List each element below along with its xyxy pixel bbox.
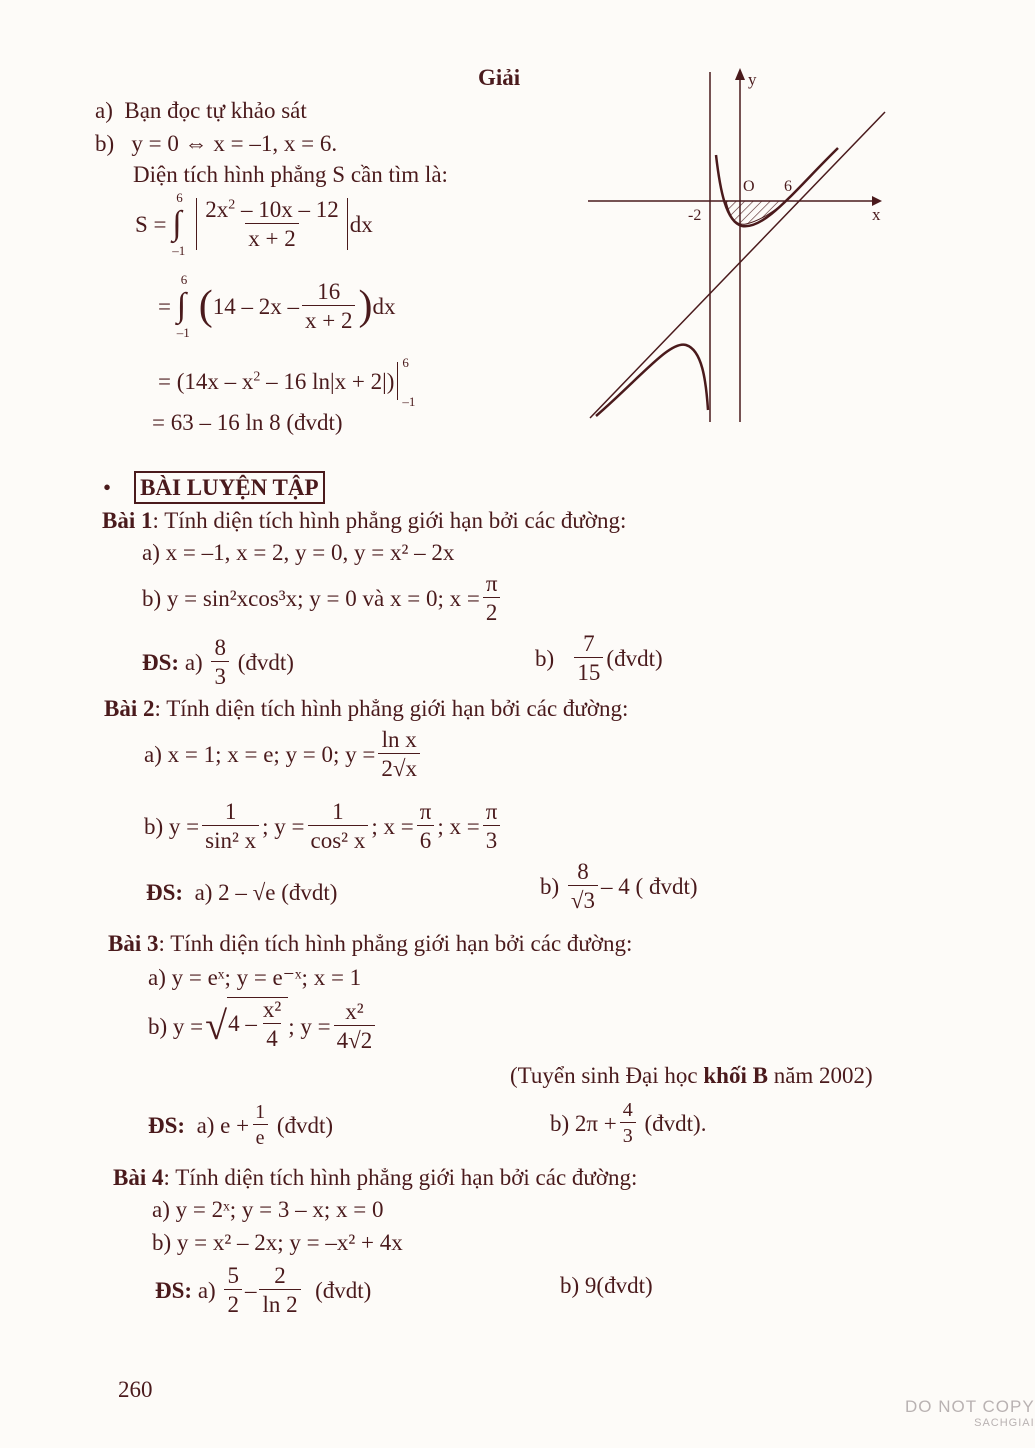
answer-a-label: a) — [184, 649, 203, 675]
integral-line-3: = ($14x - x^2 - 16$ ln|x + 2|) 6 –1 — [158, 355, 416, 409]
answer-unit: (đvdt) — [237, 649, 294, 675]
frac-den: e — [253, 1124, 268, 1148]
answer-b-label: b) — [535, 645, 555, 671]
frac-num: ln x — [381, 727, 417, 752]
source-bold: khối B — [703, 1063, 768, 1088]
oblique-asymptote — [590, 112, 885, 418]
y-axis-arrow — [735, 68, 745, 80]
exercise-2-a-text: a) x = 1; x = e; y = 0; y = — [144, 741, 376, 767]
exercise-4-answer-b: b) 9(đvdt) — [560, 1273, 653, 1298]
exercise-3-prompt-text: : Tính diện tích hình phẳng giới hạn bởi các đường: — [158, 931, 633, 956]
exercise-4-prompt-text: : Tính diện tích hình phẳng giới hạn bởi các đường: — [163, 1165, 638, 1190]
frac-den: 2 — [224, 1289, 242, 1316]
separator: ; x = — [371, 813, 414, 839]
answer-a-text: a) 2 – √e (đvdt) — [194, 880, 338, 905]
answer-label: ĐS: — [142, 649, 180, 675]
frac-num: π — [419, 799, 432, 824]
exercise-4-label: Bài 4 — [113, 1165, 164, 1190]
answer-b-tail: – 4 ( đvdt) — [601, 873, 698, 899]
exercise-3-answer-b — [550, 1100, 706, 1146]
exercise-2-label: Bài 2 — [104, 696, 155, 721]
frac-num: x² — [262, 996, 282, 1022]
exercise-4-answer — [155, 1264, 371, 1316]
frac-den: 4√2 — [334, 1025, 376, 1052]
answer-label: ĐS: — [155, 1277, 193, 1303]
bullet-icon: • — [103, 475, 112, 500]
watermark — [905, 1398, 1035, 1429]
frac-num: 1 — [224, 799, 237, 824]
frac-den: 6 — [417, 825, 435, 852]
exercise-2-answer-b — [540, 860, 698, 912]
answer-unit: (đvdt) — [276, 1112, 334, 1138]
frac-num: π — [485, 799, 498, 824]
frac-den: cos² x — [308, 825, 369, 852]
exercise-3-source — [510, 1064, 873, 1087]
minus-sign: – — [244, 1277, 257, 1303]
exercise-1-answer — [142, 636, 294, 688]
integral-result: = 63 – 16 ln 8 (đvdt) — [152, 410, 343, 435]
exercise-1-b-text: b) y = sin²xcos³x; y = 0 và x = 0; x = — [142, 585, 480, 611]
exercise-2-b — [144, 800, 503, 852]
exercise-1-label: Bài 1 — [102, 508, 153, 533]
solution-b — [95, 132, 337, 155]
frac-den: 2√x — [378, 753, 420, 780]
source-post: năm 2002) — [773, 1063, 873, 1088]
page-number: 260 — [118, 1377, 153, 1402]
label-b: b) — [95, 131, 115, 156]
answer-a-label: a) — [197, 1277, 216, 1303]
frac-den: √3 — [568, 885, 598, 912]
exercise-3-a: a) y = eˣ; y = e⁻ˣ; x = 1 — [148, 965, 362, 990]
frac-num: 1 — [255, 1101, 266, 1123]
answer-b-label: b) — [540, 873, 560, 899]
exercise-2-answer — [146, 881, 337, 904]
answer-unit: (đvdt). — [644, 1110, 707, 1136]
answer-unit: (đvdt) — [606, 645, 663, 671]
practice-heading — [103, 476, 325, 499]
solution-title: Giải — [478, 65, 521, 90]
frac-num: 4 — [622, 1099, 633, 1121]
frac-num: 2 — [274, 1263, 286, 1288]
frac-num: 8 — [214, 635, 226, 660]
function-graph — [580, 60, 900, 430]
exercise-1-prompt-text: : Tính diện tích hình phẳng giới hạn bởi các đường: — [152, 508, 627, 533]
exercise-3-answer — [148, 1102, 333, 1148]
exercise-3-label: Bài 3 — [108, 931, 159, 956]
answer-label: ĐS: — [148, 1112, 186, 1138]
exercise-3-prompt — [108, 932, 632, 955]
integral-line-1: S = ∫ 6 –1 $\frac{2x^2 - 10x - 12}{x + 2}$ dx — [135, 190, 373, 258]
source-pre: (Tuyển sinh Đại học — [510, 1063, 698, 1088]
integral-sign: ∫ 6 –1 — [176, 272, 190, 340]
frac-num: 1 — [332, 799, 344, 824]
integral-line-2: = ∫ 6 –1 ( 14 – 2x – $\frac{16}{x + 2}$ ) dx — [158, 272, 396, 340]
frac-den: sin² x — [202, 825, 259, 852]
frac-num: 8 — [577, 859, 589, 884]
exercise-1-prompt — [102, 509, 626, 532]
label-a: a) — [95, 98, 113, 123]
exercise-4-b: b) y = x² – 2x; y = –x² + 4x — [152, 1230, 403, 1255]
area-intro: Diện tích hình phẳng S cần tìm là: — [133, 162, 448, 187]
exercise-2-prompt-text: : Tính diện tích hình phẳng giới hạn bởi các đường: — [154, 696, 629, 721]
sqrt-lead: 4 – — [228, 1011, 257, 1036]
solution-b-text: y = 0 ⇔ x = –1, x = 6. — [131, 131, 338, 156]
frac-den: 3 — [211, 661, 229, 688]
frac-den: 3 — [620, 1122, 636, 1146]
frac-den: 3 — [483, 825, 501, 852]
frac-den: ln 2 — [259, 1289, 300, 1316]
separator: ; y = — [288, 1013, 331, 1039]
exercise-4-prompt — [113, 1166, 637, 1189]
exercise-4-a: a) y = 2ˣ; y = 3 – x; x = 0 — [152, 1197, 384, 1222]
separator: ; x = — [437, 813, 480, 839]
exercise-3-b — [148, 996, 378, 1053]
tick-6-label: 6 — [784, 178, 792, 195]
frac-den: 15 — [574, 657, 603, 684]
watermark-line-2: SACHGIAI — [974, 1417, 1035, 1429]
solution-a — [95, 99, 307, 122]
solution-a-text: Bạn đọc tự khảo sát — [124, 98, 307, 123]
curve-left-branch — [596, 345, 708, 416]
exercise-2-prompt — [104, 697, 628, 720]
answer-label: ĐS: — [146, 880, 184, 905]
origin-label: O — [743, 178, 755, 195]
frac-num: 7 — [583, 631, 595, 656]
tick-neg2-label: -2 — [688, 207, 702, 224]
frac-num: π — [485, 571, 498, 596]
exercise-2-b-text: b) y = — [144, 813, 200, 839]
exercise-3-b-text: b) y = — [148, 1013, 204, 1039]
answer-b-text: b) 2π + — [550, 1110, 617, 1136]
answer-a-text: a) e + — [196, 1112, 250, 1138]
exercise-1-b — [142, 572, 503, 624]
frac-den: 4 — [263, 1023, 281, 1050]
watermark-line-1: DO NOT COPY — [905, 1397, 1035, 1416]
separator: ; y = — [262, 813, 305, 839]
frac-den: 2 — [483, 597, 501, 624]
exercise-1-answer-b — [535, 632, 663, 684]
exercise-2-a — [144, 728, 423, 780]
sqrt-icon: √ — [205, 1003, 228, 1048]
integral-sign: ∫ 6 –1 — [172, 190, 186, 258]
exercise-1-a: a) x = –1, x = 2, y = 0, y = x² – 2x — [142, 540, 455, 565]
x-axis-label: x — [872, 205, 881, 224]
frac-num: 5 — [227, 1263, 239, 1288]
answer-unit: (đvdt) — [315, 1277, 372, 1303]
practice-heading-text: BÀI LUYỆN TẬP — [134, 471, 325, 504]
y-axis-label: y — [748, 70, 757, 89]
frac-num: x² — [345, 999, 364, 1024]
